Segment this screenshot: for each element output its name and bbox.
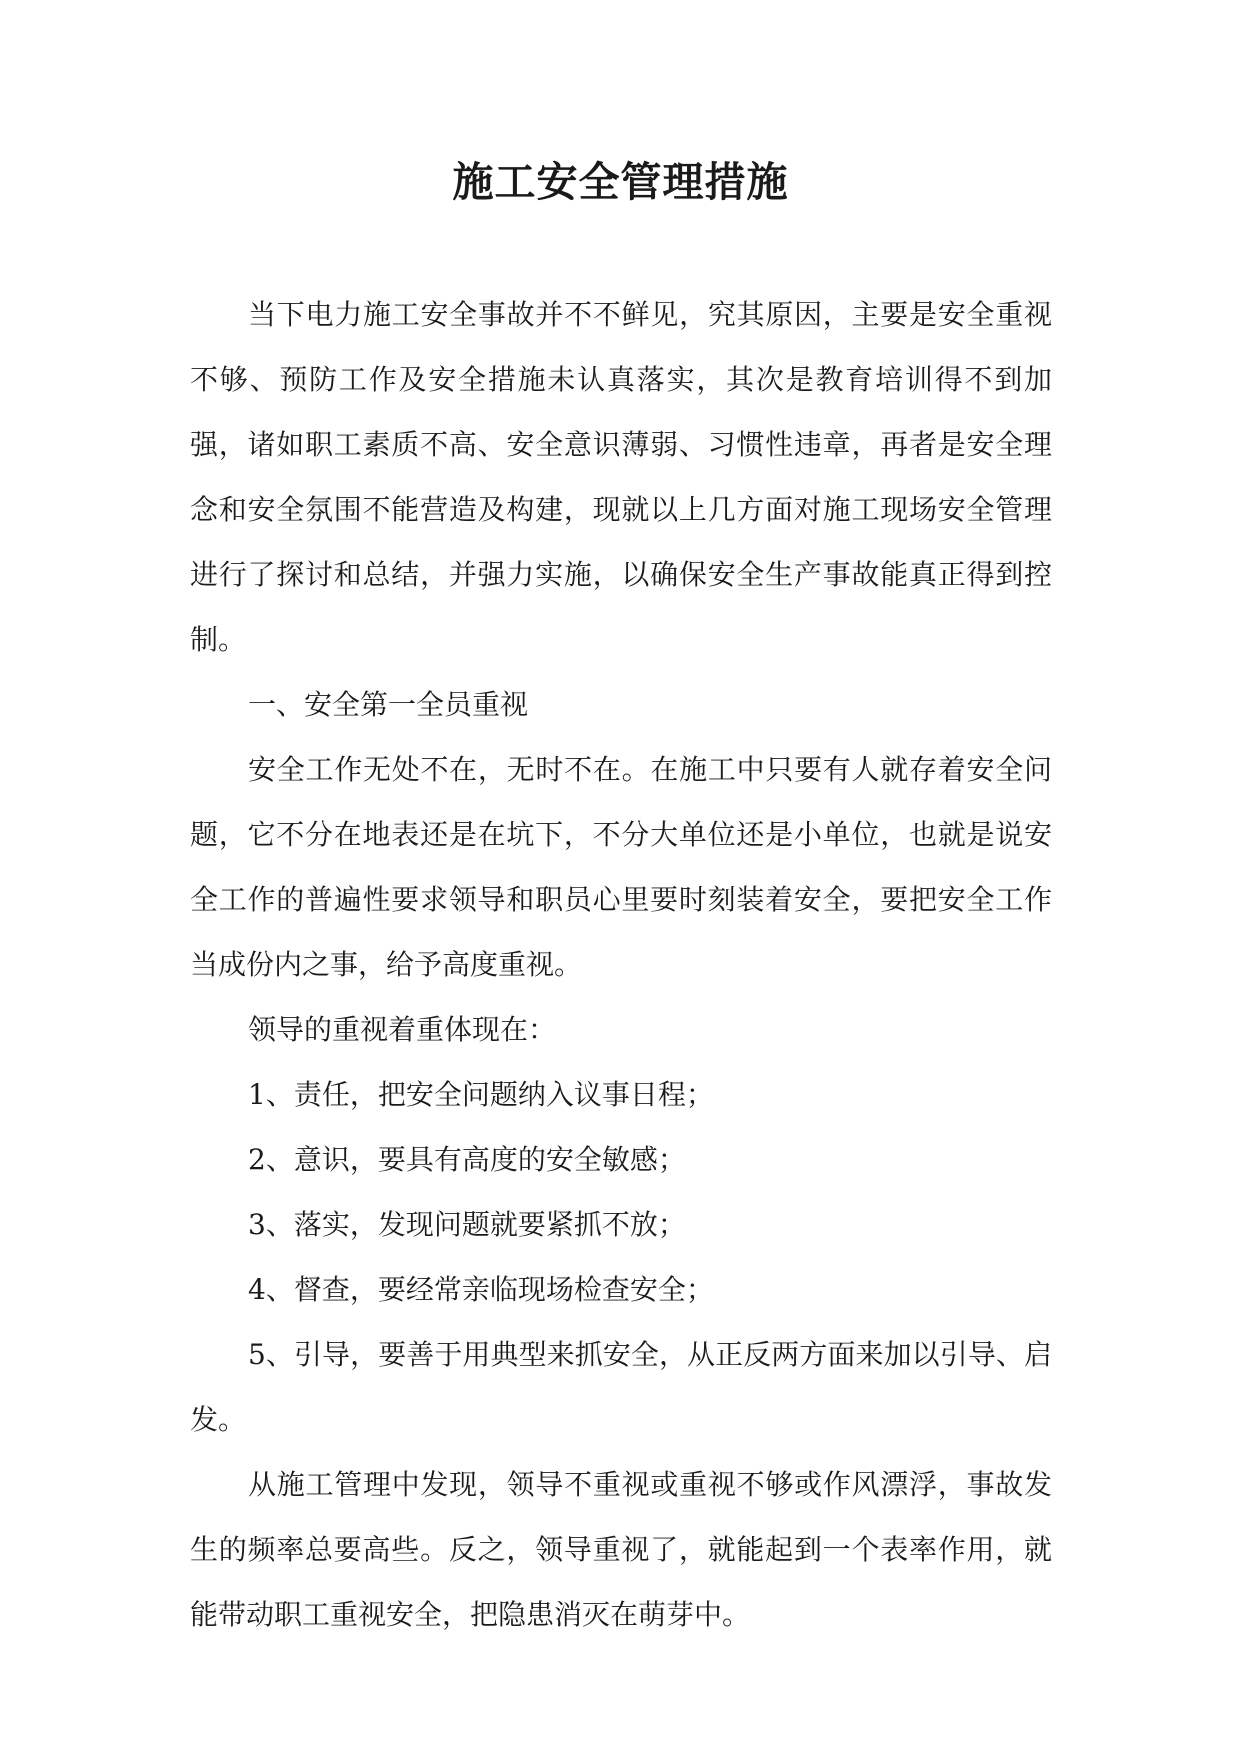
list-item: 5、引导，要善于用典型来抓安全，从正反两方面来加以引导、启发。 [190, 1338, 1052, 1436]
list-item: 2、意识，要具有高度的安全敏感； [248, 1143, 686, 1176]
section-heading: 一、安全第一全员重视 [248, 688, 529, 721]
document-body [190, 282, 1052, 1647]
list-item: 4、督查，要经常亲临现场检查安全； [248, 1273, 714, 1306]
body-paragraph: 从施工管理中发现，领导不重视或重视不够或作风漂浮，事故发生的频率总要高些。反之，领导重视了，就能起到一个表率作用，就能带动职工重视安全，把隐患消灭在萌芽中。 [190, 1468, 1052, 1631]
list-item: 1、责任，把安全问题纳入议事日程； [248, 1078, 714, 1111]
document-title: 施工安全管理措施 [452, 158, 789, 206]
body-paragraph: 安全工作无处不在，无时不在。在施工中只要有人就存着安全问题，它不分在地表还是在坑下，不分大单位还是小单位，也就是说安全工作的普遍性要求领导和职员心里要时刻装着安全，要把安全工作当成份内之事，给予高度重视。 [190, 753, 1052, 981]
list-item: 3、落实，发现问题就要紧抓不放； [248, 1208, 686, 1241]
intro-paragraph: 当下电力施工安全事故并不不鲜见，究其原因，主要是安全重视不够、预防工作及安全措施未认真落实，其次是教育培训得不到加强，诸如职工素质不高、安全意识薄弱、习惯性违章，再者是安全理念和安全氛围不能营造及构建，现就以上几方面对施工现场安全管理进行了探讨和总结，并强力实施，以确保安全生产事故能真正得到控制。 [190, 298, 1052, 656]
list-intro: 领导的重视着重体现在： [248, 1013, 557, 1046]
